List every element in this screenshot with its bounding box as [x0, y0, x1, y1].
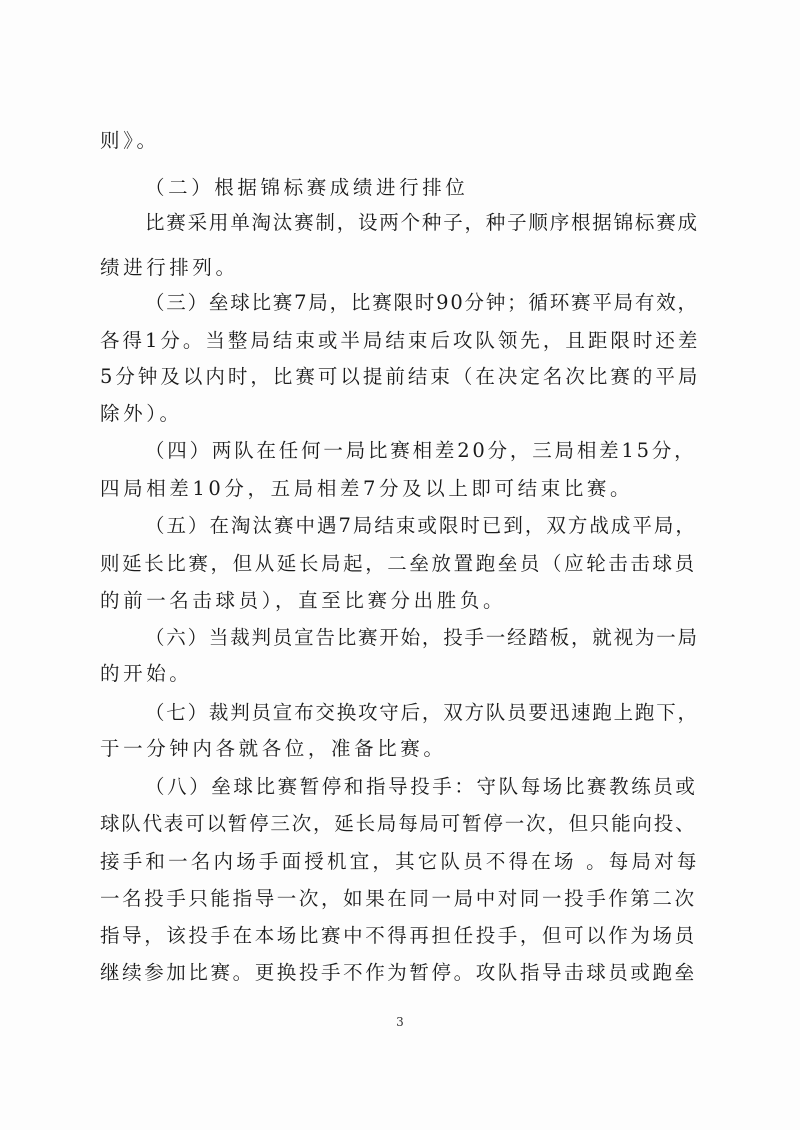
page-number: 3	[396, 1015, 404, 1029]
text-line: 球队代表可以暂停三次，延长局每局可暂停一次，但只能向投、	[100, 812, 697, 835]
text-line: 的前一名击球员），直至比赛分出胜负。	[100, 589, 507, 612]
text-line: （三）垒球比赛7局，比赛限时90分钟；循环赛平局有效，	[145, 291, 699, 314]
text-line: 一名投手只能指导一次，如果在同一局中对同一投手作第二次	[100, 887, 697, 910]
section-heading: （二）根据锦标赛成绩进行排位	[145, 176, 469, 199]
text-line: 各得1分。当整局结束或半局结束后攻队领先，且距限时还差	[100, 329, 701, 352]
text-line: 指导，该投手在本场比赛中不得再担任投手，但可以作为场员	[100, 924, 697, 947]
text-line: 于一分钟内各就各位，准备比赛。	[100, 737, 447, 760]
text-line: 接手和一名内场手面授机宜，其它队员不得在场 。每局对每	[100, 850, 700, 873]
text-line: （五）在淘汰赛中遇7局结束或限时已到，双方战成平局，	[145, 514, 697, 537]
text-line: （六）当裁判员宣告比赛开始，投手一经踏板，就视为一局	[145, 626, 699, 649]
text-line: 除外）。	[100, 402, 183, 425]
text-line: 继续参加比赛。更换投手不作为暂停。攻队指导击球员或跑垒	[100, 961, 697, 984]
text-line: 四局相差10分，五局相差7分及以上即可结束比赛。	[100, 477, 634, 500]
text-line: （八）垒球比赛暂停和指导投手：守队每场比赛教练员或	[145, 775, 698, 798]
text-line: 绩进行排列。	[100, 256, 239, 279]
text-line: 则》。	[100, 129, 160, 152]
text-line: （四）两队在任何一局比赛相差20分，三局相差15分，	[145, 439, 697, 462]
text-line: 比赛采用单淘汰赛制，设两个种子，种子顺序根据锦标赛成	[145, 211, 699, 234]
text-line: 5分钟及以内时，比赛可以提前结束（在决定名次比赛的平局	[100, 365, 701, 388]
text-line: 则延长比赛，但从延长局起，二垒放置跑垒员（应轮击击球员	[100, 552, 697, 575]
text-line: （七）裁判员宣布交换攻守后，双方队员要迅速跑上跑下，	[145, 701, 699, 724]
text-line: 的开始。	[100, 662, 193, 685]
